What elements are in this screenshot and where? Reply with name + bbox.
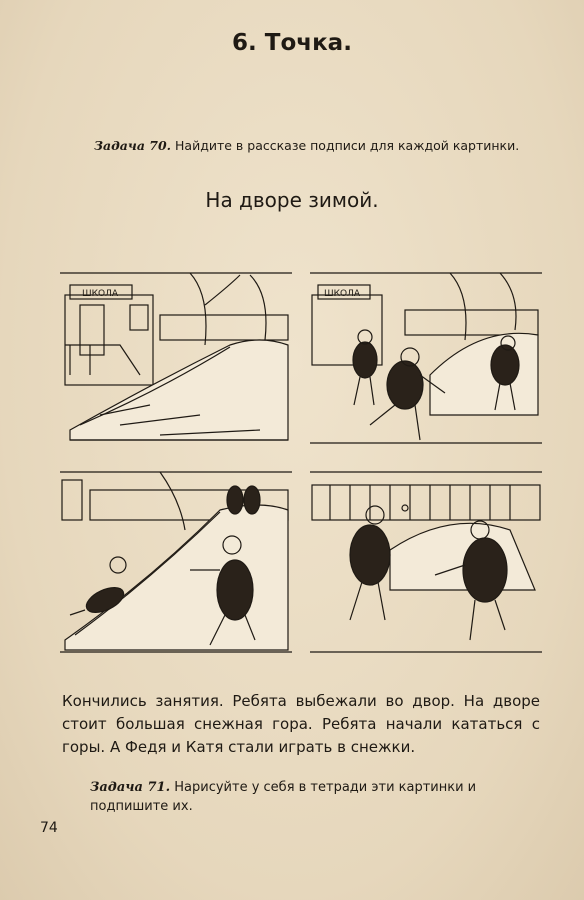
task-71 <box>90 778 542 816</box>
school-sign-2: ШКОЛА <box>324 289 361 299</box>
school-sign-1: ШКОЛА <box>82 289 119 299</box>
page-number: 74 <box>40 820 58 836</box>
chapter-title: 6. Точка. <box>232 30 352 56</box>
illustration-school-hill <box>60 265 292 453</box>
illustration-grid <box>60 265 542 660</box>
illustration-sledding <box>60 470 292 660</box>
story-text: Кончились занятия. Ребята выбежали во двор. На дворе стоит большая снежная гора. Ребята начали кататься с горы. А Федя и Катя стали играть в снежки. <box>62 692 540 756</box>
illustration-children-running <box>310 265 542 453</box>
task-71-text: Нарисуйте у себя в тетради эти картинки и подпишите их. <box>90 780 477 814</box>
story-title: На дворе зимой. <box>205 188 379 212</box>
illustration-snowball-fight <box>310 470 542 660</box>
task-70-label: Задача 70. <box>94 138 172 153</box>
task-70-text: Найдите в рассказе подписи для каждой картинки. <box>175 138 520 153</box>
task-70 <box>94 138 554 153</box>
task-71-label: Задача 71. <box>90 780 171 795</box>
